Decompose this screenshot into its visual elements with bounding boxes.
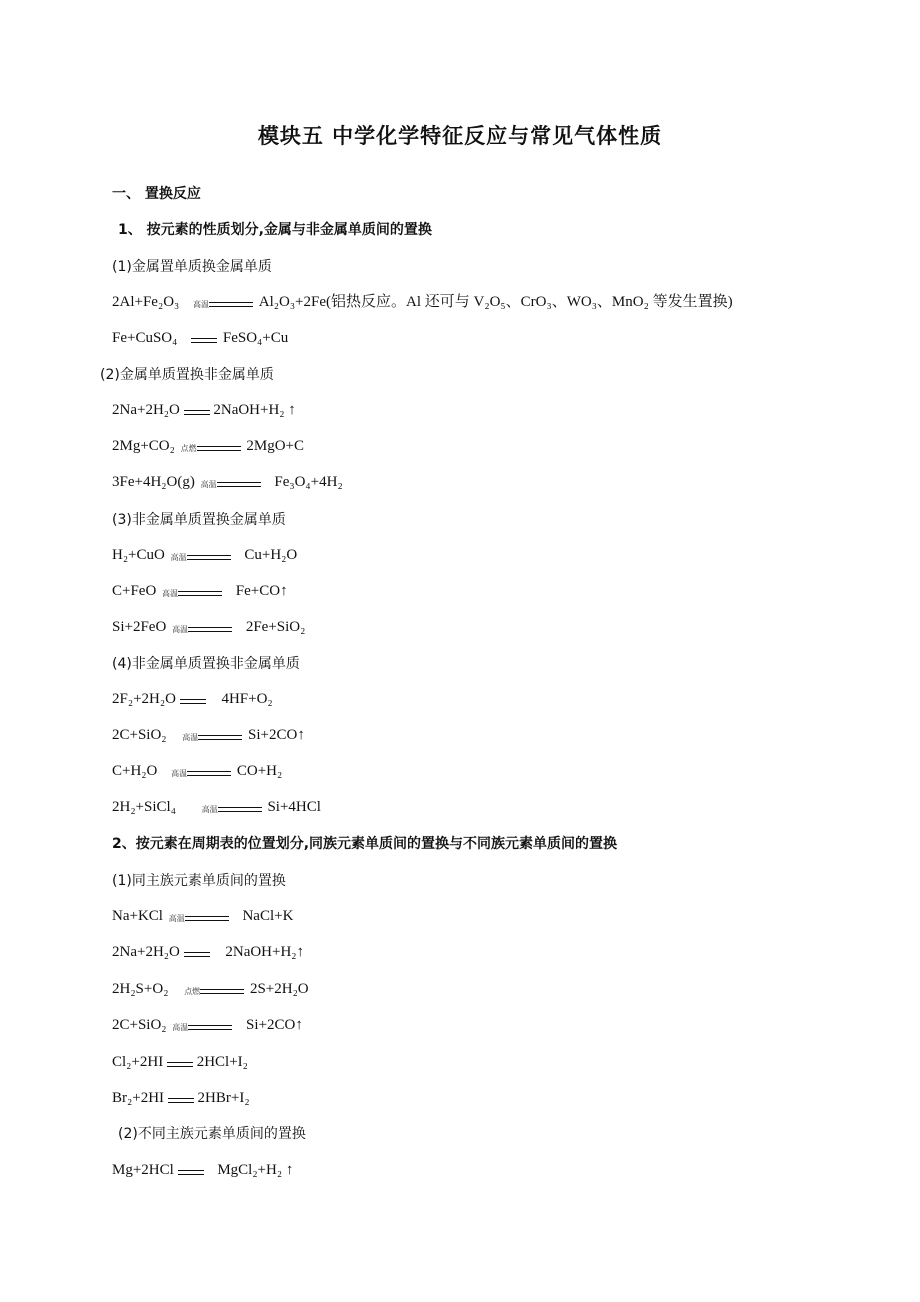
subsection-heading: 1、 按元素的性质划分,金属与非金属单质间的置换	[118, 222, 432, 238]
equation-products: 2Fe+SiO₂	[245, 619, 306, 635]
category-label: (2)不同主族元素单质间的置换	[118, 1126, 306, 1142]
equation-products: CO+H₂	[236, 763, 283, 779]
equation-products: Fe₃O₄+4H₂	[274, 474, 343, 490]
equation	[112, 689, 273, 710]
reaction-arrow	[202, 798, 262, 818]
reaction-condition: 高温	[201, 804, 218, 814]
reaction-arrow	[182, 726, 242, 746]
reaction-condition: 高温	[162, 588, 179, 598]
reaction-arrow	[172, 1016, 232, 1036]
equation-products: 2S+2H₂O	[249, 981, 309, 997]
reaction-condition: 高温	[170, 552, 187, 562]
reaction-arrow	[193, 293, 253, 313]
reaction-arrow	[184, 401, 210, 421]
equation-products: 2NaOH+H₂↑	[225, 944, 305, 960]
reaction-condition: 点燃	[180, 443, 197, 453]
equation-reactants: Cl₂+2HI	[112, 1054, 164, 1070]
equation-products: Si+2CO↑	[246, 1017, 303, 1033]
equation-products: Fe+CO↑	[235, 583, 288, 599]
reaction-arrow	[201, 473, 261, 493]
equation-products: MgCl₂+H₂ ↑	[217, 1162, 294, 1178]
equation-reactants: C+FeO	[112, 583, 157, 599]
equation-reactants: Na+KCl	[112, 908, 163, 924]
reaction-condition: 高温	[182, 732, 199, 742]
equation	[112, 1088, 250, 1109]
equation	[112, 1052, 248, 1073]
category-label: (2)金属单质置换非金属单质	[100, 367, 274, 383]
page-title: 模块五 中学化学特征反应与常见气体性质	[257, 123, 663, 148]
equation-products: 2HBr+I₂	[197, 1090, 250, 1106]
equation	[112, 328, 288, 349]
reaction-arrow	[171, 762, 231, 782]
reaction-arrow	[172, 618, 232, 638]
category-label: (1)金属置单质换金属单质	[112, 259, 272, 275]
reaction-condition: 高温	[168, 913, 185, 923]
equation-reactants: C+H₂O	[112, 763, 158, 779]
equation	[112, 436, 304, 457]
equation-products: 2HCl+I₂	[196, 1054, 248, 1070]
reaction-condition: 高温	[172, 624, 189, 634]
equation	[112, 1015, 303, 1036]
equation-reactants: 2H₂S+O₂	[112, 981, 169, 997]
equation-products: 2MgO+C	[246, 438, 305, 454]
equation	[112, 725, 305, 746]
equation	[112, 617, 305, 638]
equation-products: 4HF+O₂	[221, 691, 273, 707]
category-label: (4)非金属单质置换非金属单质	[112, 656, 300, 672]
equation-products: NaCl+K	[242, 908, 294, 924]
equation-products: Si+4HCl	[267, 799, 321, 815]
reaction-arrow	[191, 329, 217, 349]
equation-reactants: 2Al+Fe₂O₃	[112, 294, 180, 310]
equation-products: Cu+H₂O	[244, 547, 298, 563]
equation-reactants: 2C+SiO₂	[112, 1017, 167, 1033]
category-label: (3)非金属单质置换金属单质	[112, 512, 286, 528]
equation-reactants: 2Na+2H₂O	[112, 402, 180, 418]
equation-reactants: Fe+CuSO₄	[112, 330, 178, 346]
equation	[112, 400, 296, 421]
equation-reactants: 2Na+2H₂O	[112, 944, 180, 960]
equation-reactants: H₂+CuO	[112, 547, 165, 563]
reaction-arrow	[181, 437, 241, 457]
reaction-arrow	[162, 582, 222, 602]
equation	[112, 472, 343, 493]
reaction-condition: 点燃	[184, 986, 201, 996]
equation-products: Al₂O₃+2Fe(铝热反应。Al 还可与 V₂O₅、CrO₃、WO₃、MnO₂ 等发生置换)	[258, 294, 733, 310]
reaction-arrow	[184, 943, 210, 963]
equation-products: FeSO₄+Cu	[222, 330, 289, 346]
reaction-arrow	[180, 690, 206, 710]
equation-reactants: 2C+SiO₂	[112, 727, 167, 743]
reaction-condition: 高温	[200, 479, 217, 489]
equation	[112, 545, 297, 566]
reaction-arrow	[168, 1089, 194, 1109]
equation-products: 2NaOH+H₂ ↑	[213, 402, 296, 418]
equation-reactants: Si+2FeO	[112, 619, 167, 635]
reaction-arrow	[171, 546, 231, 566]
reaction-arrow	[169, 907, 229, 927]
reaction-arrow	[184, 980, 244, 1000]
equation-reactants: Mg+2HCl	[112, 1162, 174, 1178]
equation-reactants: Br₂+2HI	[112, 1090, 165, 1106]
equation-products: Si+2CO↑	[248, 727, 305, 743]
equation-reactants: 2F₂+2H₂O	[112, 691, 176, 707]
section-heading: 一、 置换反应	[112, 186, 201, 202]
reaction-condition: 高温	[171, 768, 188, 778]
equation	[112, 1160, 293, 1181]
subsection-heading: 2、按元素在周期表的位置划分,同族元素单质间的置换与不同族元素单质间的置换	[112, 836, 618, 852]
equation	[112, 292, 733, 313]
category-label: (1)同主族元素单质间的置换	[112, 873, 286, 889]
equation	[112, 581, 288, 602]
equation	[112, 797, 321, 818]
equation	[112, 979, 309, 1000]
reaction-arrow	[167, 1053, 193, 1073]
reaction-condition: 高温	[172, 1022, 189, 1032]
equation	[112, 761, 282, 782]
reaction-arrow	[178, 1161, 204, 1181]
equation-reactants: 2H₂+SiCl₄	[112, 799, 176, 815]
equation-reactants: 2Mg+CO₂	[112, 438, 175, 454]
equation	[112, 942, 304, 963]
reaction-condition: 高温	[193, 299, 210, 309]
equation-reactants: 3Fe+4H₂O(g)	[112, 474, 195, 490]
equation	[112, 906, 293, 927]
